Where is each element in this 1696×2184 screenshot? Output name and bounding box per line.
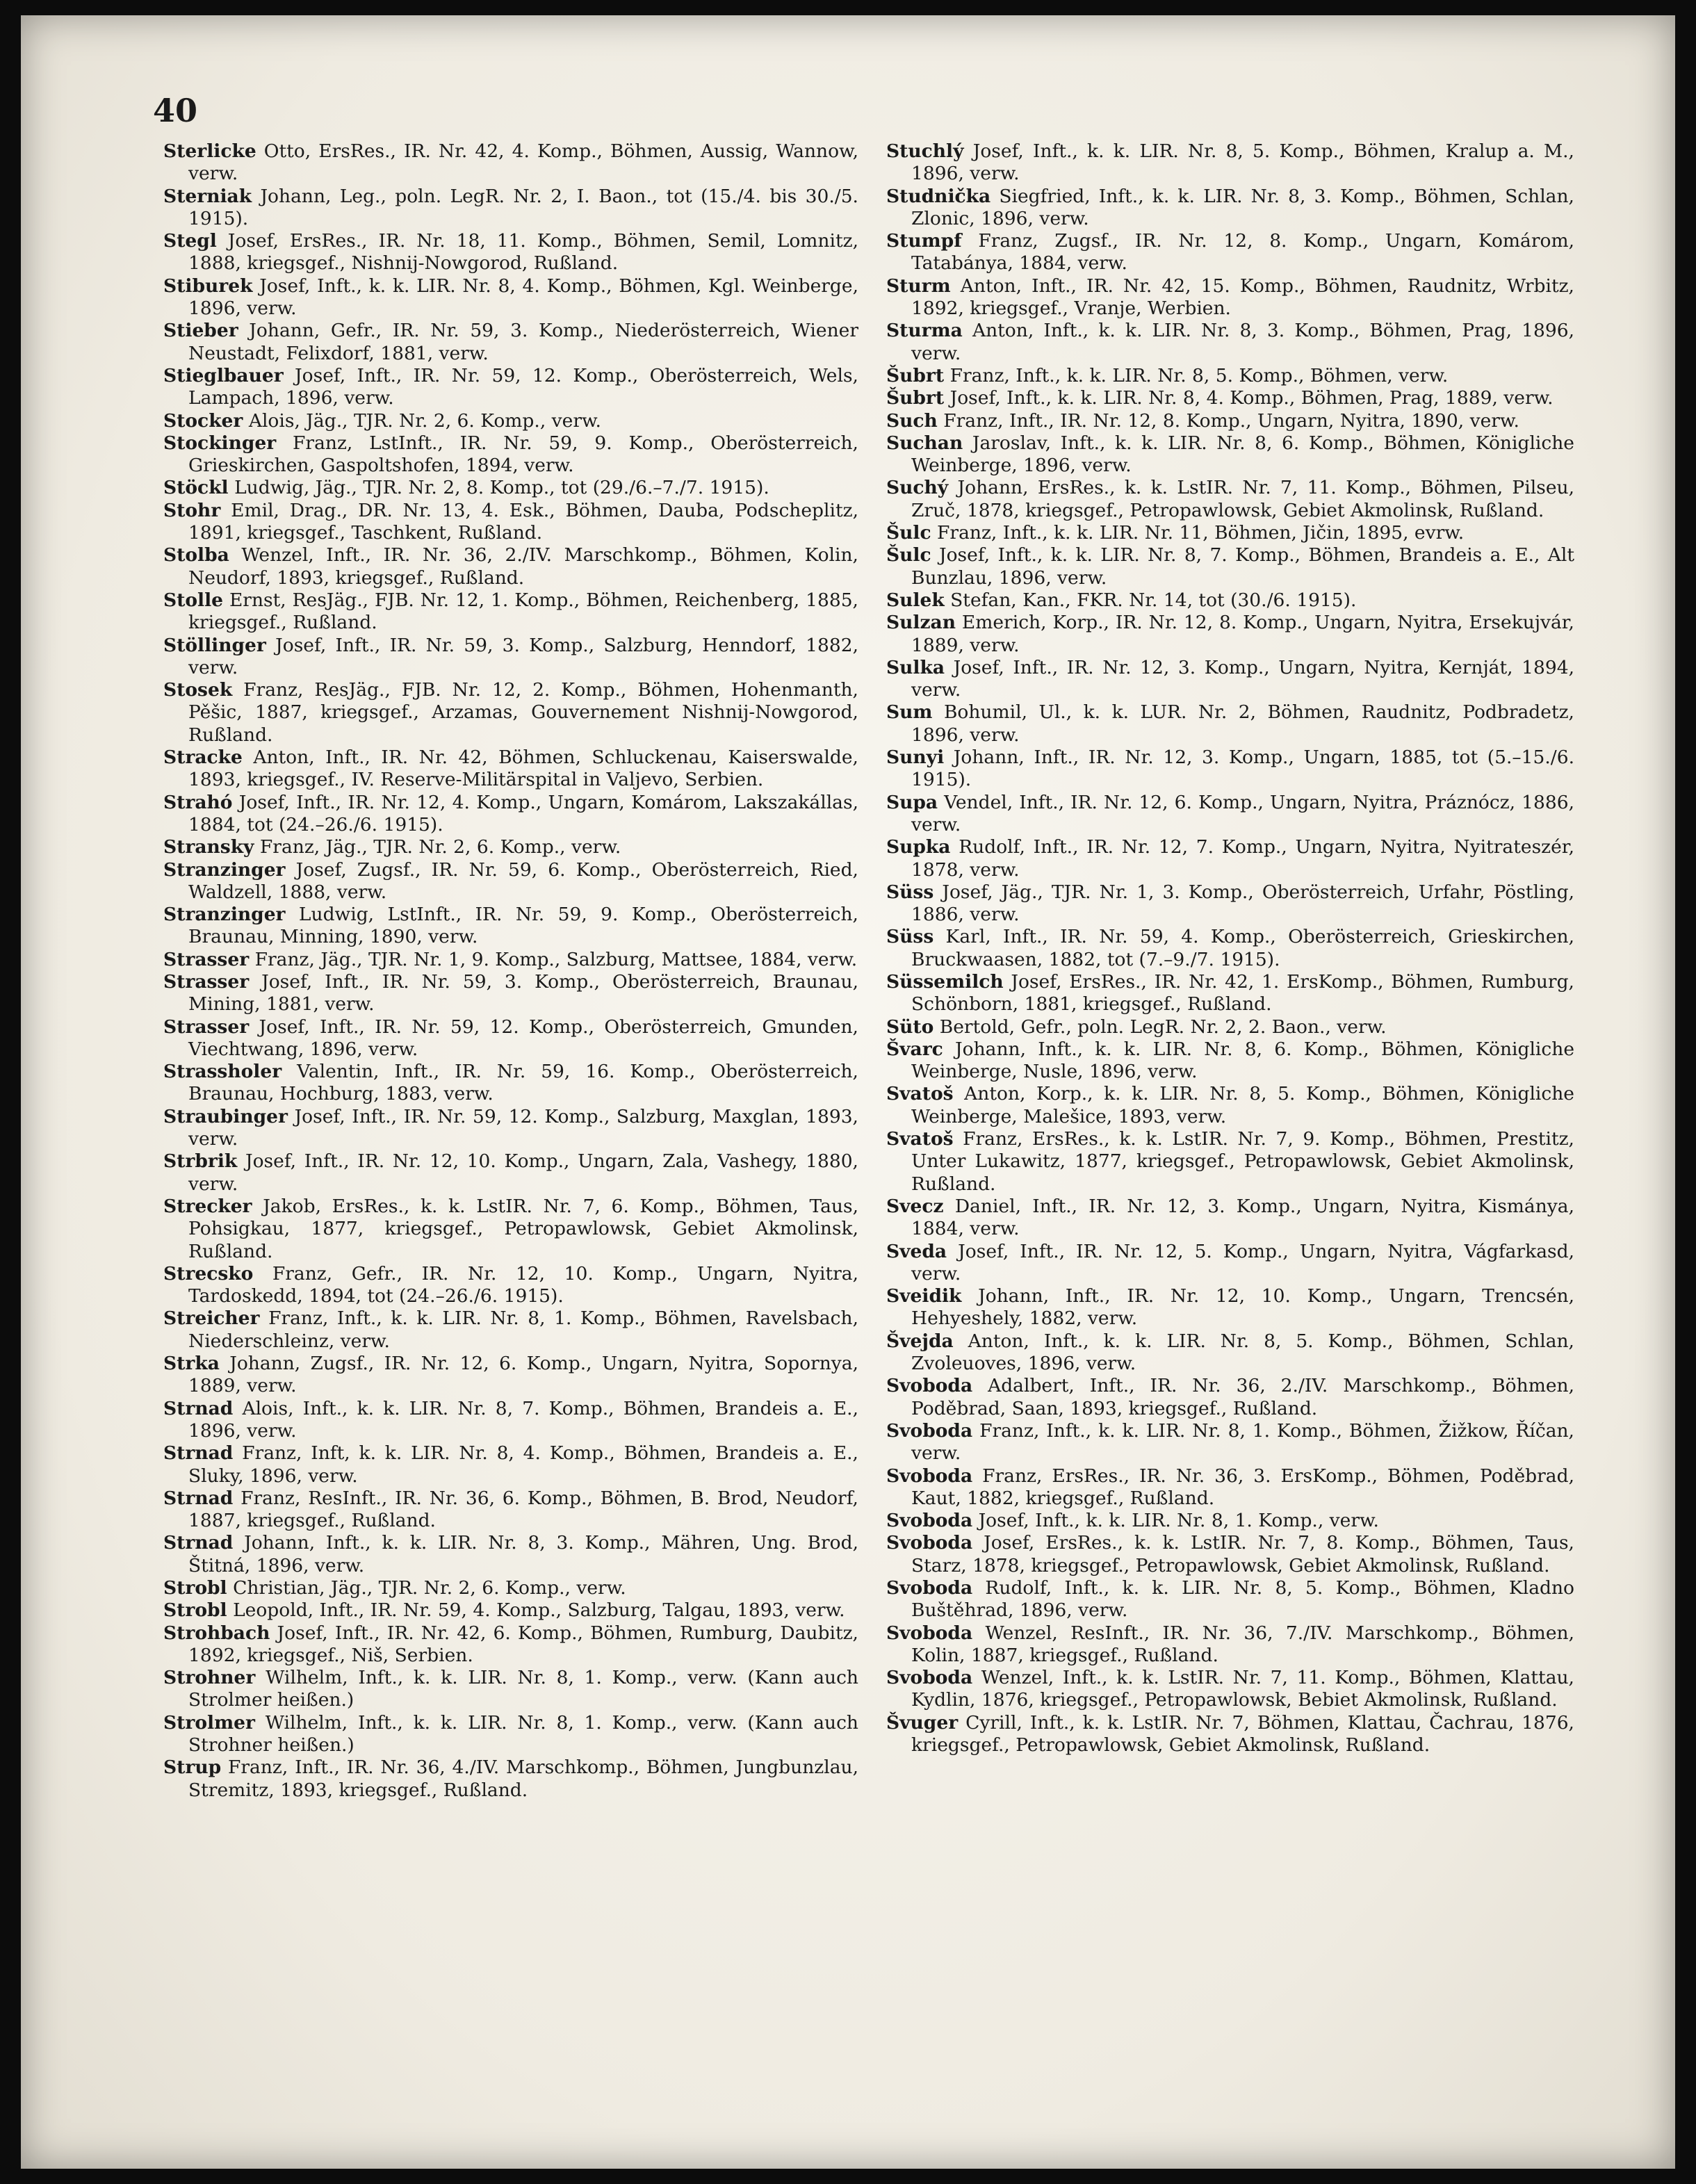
entry-surname: Svoboda <box>886 1622 973 1644</box>
casualty-entry <box>163 1622 858 1668</box>
casualty-entry <box>163 230 858 275</box>
casualty-entry <box>886 365 1574 387</box>
casualty-entry <box>886 140 1574 186</box>
entry-details: Daniel, Inft., IR. Nr. 12, 3. Komp., Ungarn, Nyitra, Kismánya, 1884, verw. <box>911 1195 1574 1240</box>
casualty-entry <box>886 186 1574 231</box>
entry-surname: Süss <box>886 926 934 948</box>
entry-surname: Stieber <box>163 320 238 342</box>
casualty-entry <box>886 1285 1574 1330</box>
casualty-entry <box>886 1375 1574 1420</box>
entry-details: Josef, ErsRes., IR. Nr. 18, 11. Komp., Böhmen, Semil, Lomnitz, 1888, kriegsgef., Nishnij-Nowgorod, Rußland. <box>188 230 858 275</box>
entry-surname: Sturma <box>886 320 963 342</box>
entry-details: Johann, Inft., k. k. LIR. Nr. 8, 6. Komp., Böhmen, Königliche Weinberge, Nusle, 1896, verw. <box>911 1038 1574 1083</box>
casualty-entry <box>886 1465 1574 1510</box>
entry-details: Wenzel, ResInft., IR. Nr. 36, 7./IV. Marschkomp., Böhmen, Kolin, 1887, kriegsgef., Rußland. <box>911 1622 1574 1666</box>
entry-surname: Stranzinger <box>163 904 286 926</box>
casualty-entry <box>163 275 858 320</box>
entry-surname: Svoboda <box>886 1577 973 1599</box>
entry-surname: Stiburek <box>163 275 253 297</box>
entry-details: Wilhelm, Inft., k. k. LIR. Nr. 8, 1. Komp., verw. (Kann auch Strohner heißen.) <box>188 1711 858 1757</box>
entry-surname: Studnička <box>886 185 991 207</box>
entry-details: Adalbert, Inft., IR. Nr. 36, 2./IV. Marschkomp., Böhmen, Poděbrad, Saan, 1893, kriegsgef., Rußland. <box>911 1375 1574 1419</box>
casualty-entry <box>163 1712 858 1757</box>
entry-surname: Svoboda <box>886 1419 973 1442</box>
casualty-entry <box>163 836 858 858</box>
casualty-entry <box>886 410 1574 432</box>
casualty-entry <box>163 1196 858 1263</box>
casualty-entry <box>163 140 858 186</box>
casualty-entry <box>163 589 858 635</box>
entry-details: Emerich, Korp., IR. Nr. 12, 8. Komp., Ungarn, Nyitra, Ersekujvár, 1889, verw. <box>911 612 1574 656</box>
entry-surname: Sturm <box>886 275 951 297</box>
entry-surname: Sulka <box>886 656 945 678</box>
casualty-entry <box>163 1398 858 1443</box>
entry-details: Wilhelm, Inft., k. k. LIR. Nr. 8, 1. Komp., verw. (Kann auch Strolmer heißen.) <box>188 1667 858 1711</box>
entry-surname: Svecz <box>886 1195 944 1217</box>
entry-details: Bertold, Gefr., poln. LegR. Nr. 2, 2. Baon., verw. <box>939 1016 1387 1038</box>
casualty-entry <box>163 949 858 971</box>
entry-details: Josef, Inft., k. k. LIR. Nr. 8, 5. Komp., Böhmen, Kralup a. M., 1896, verw. <box>911 140 1574 185</box>
entry-surname: Stöllinger <box>163 634 266 656</box>
casualty-entry <box>163 1667 858 1712</box>
casualty-entry <box>886 1241 1574 1286</box>
casualty-entry <box>163 1488 858 1533</box>
entry-surname: Supa <box>886 791 938 813</box>
entry-details: Vendel, Inft., IR. Nr. 12, 6. Komp., Ungarn, Nyitra, Práznócz, 1886, verw. <box>911 791 1574 836</box>
entry-surname: Süssemilch <box>886 970 1004 993</box>
casualty-entry <box>886 1016 1574 1038</box>
entry-surname: Strohner <box>163 1667 256 1689</box>
casualty-entry <box>886 926 1574 971</box>
casualty-entry <box>163 679 858 747</box>
entry-surname: Stosek <box>163 679 233 701</box>
casualty-entry <box>886 1196 1574 1241</box>
entry-surname: Svoboda <box>886 1510 973 1532</box>
scanned-page <box>21 15 1675 2169</box>
entry-details: Josef, ErsRes., IR. Nr. 42, 1. ErsKomp., Böhmen, Rumburg, Schönborn, 1881, kriegsgef., Rußland. <box>911 970 1574 1016</box>
casualty-entry <box>163 1532 858 1577</box>
entry-details: Jaroslav, Inft., k. k. LIR. Nr. 8, 6. Komp., Böhmen, Königliche Weinberge, 1896, verw. <box>911 432 1574 477</box>
right-column <box>886 140 1574 1757</box>
entry-surname: Such <box>886 409 938 432</box>
entry-surname: Švuger <box>886 1711 959 1734</box>
entry-details: Josef, Inft., IR. Nr. 12, 5. Komp., Ungarn, Nyitra, Vágfarkasd, verw. <box>911 1240 1574 1285</box>
entry-details: Alois, Inft., k. k. LIR. Nr. 8, 7. Komp., Böhmen, Brandeis a. E., 1896, verw. <box>188 1397 858 1442</box>
entry-details: Franz, ErsRes., k. k. LstIR. Nr. 7, 9. Komp., Böhmen, Prestitz, Unter Lukawitz, 1877, kriegsgef., Petropawlowsk, Gebiet Akmolinsk, Rußland. <box>911 1128 1574 1195</box>
entry-details: Ludwig, LstInft., IR. Nr. 59, 9. Komp., Oberösterreich, Braunau, Minning, 1890, verw. <box>188 904 858 948</box>
entry-surname: Svoboda <box>886 1465 973 1487</box>
entry-details: Anton, Korp., k. k. LIR. Nr. 8, 5. Komp., Böhmen, Königliche Weinberge, Malešice, 1893, verw. <box>911 1083 1574 1127</box>
entry-details: Wenzel, Inft., IR. Nr. 36, 2./IV. Marschkomp., Böhmen, Kolin, Neudorf, 1893, kriegsgef., Rußland. <box>188 544 858 589</box>
entry-details: Josef, Inft., k. k. LIR. Nr. 8, 1. Komp., verw. <box>978 1510 1379 1532</box>
entry-details: Ludwig, Jäg., TJR. Nr. 2, 8. Komp., tot (29./6.–7./7. 1915). <box>234 477 769 499</box>
entry-surname: Stöckl <box>163 477 229 499</box>
entry-surname: Strasser <box>163 970 250 993</box>
entry-surname: Strnad <box>163 1487 234 1509</box>
entry-details: Josef, Inft., IR. Nr. 42, 6. Komp., Böhmen, Rumburg, Daubitz, 1892, kriegsgef., Niš, Serbien. <box>188 1622 858 1666</box>
casualty-entry <box>886 612 1574 657</box>
casualty-entry <box>163 904 858 949</box>
entry-details: Josef, Inft., k. k. LIR. Nr. 8, 4. Komp., Böhmen, Kgl. Weinberge, 1896, verw. <box>188 275 858 320</box>
entry-details: Franz, Gefr., IR. Nr. 12, 10. Komp., Ungarn, Nyitra, Tardoskedd, 1894, tot (24.–26./6. 1915). <box>188 1262 858 1307</box>
entry-surname: Stolba <box>163 544 229 567</box>
entry-details: Franz, Inft., k. k. LIR. Nr. 8, 5. Komp., Böhmen, verw. <box>949 364 1449 386</box>
entry-surname: Strohbach <box>163 1622 270 1644</box>
entry-details: Josef, Jäg., TJR. Nr. 1, 3. Komp., Oberösterreich, Urfahr, Pöstling, 1886, verw. <box>911 881 1574 926</box>
entry-surname: Sulzan <box>886 612 956 634</box>
entry-details: Johann, Inft., IR. Nr. 12, 10. Komp., Ungarn, Trencsén, Hehyeshely, 1882, verw. <box>911 1285 1574 1330</box>
entry-surname: Stegl <box>163 230 217 252</box>
entry-details: Leopold, Inft., IR. Nr. 59, 4. Komp., Salzburg, Talgau, 1893, verw. <box>233 1599 845 1622</box>
casualty-entry <box>886 971 1574 1016</box>
entry-surname: Stockinger <box>163 432 277 454</box>
casualty-entry <box>163 747 858 792</box>
entry-surname: Svoboda <box>886 1375 973 1397</box>
entry-surname: Sveda <box>886 1240 947 1262</box>
casualty-entry <box>886 1330 1574 1376</box>
entry-details: Rudolf, Inft., k. k. LIR. Nr. 8, 5. Komp., Böhmen, Kladno Buštěhrad, 1896, verw. <box>911 1577 1574 1622</box>
entry-surname: Stransky <box>163 836 254 858</box>
casualty-entry <box>886 1420 1574 1465</box>
entry-surname: Šubrt <box>886 364 945 386</box>
casualty-entry <box>886 1667 1574 1712</box>
entry-surname: Sveidik <box>886 1285 962 1307</box>
entry-surname: Streicher <box>163 1307 260 1330</box>
casualty-entry <box>163 1442 858 1488</box>
casualty-entry <box>886 1577 1574 1622</box>
entry-surname: Sulek <box>886 589 945 611</box>
entry-details: Josef, Inft., IR. Nr. 12, 4. Komp., Ungarn, Komárom, Lakszakállas, 1884, tot (24.–26./6. 1915). <box>188 791 858 836</box>
entry-surname: Strka <box>163 1353 220 1375</box>
entry-surname: Svoboda <box>886 1667 973 1689</box>
casualty-entry <box>886 477 1574 522</box>
casualty-entry <box>163 1016 858 1061</box>
entry-surname: Straubinger <box>163 1105 288 1127</box>
entry-surname: Supka <box>886 836 951 858</box>
entry-details: Johann, Inft., IR. Nr. 12, 3. Komp., Ungarn, 1885, tot (5.–15./6. 1915). <box>911 747 1574 791</box>
entry-details: Franz, Inft, k. k. LIR. Nr. 8, 4. Komp., Böhmen, Brandeis a. E., Sluky, 1896, verw. <box>188 1442 858 1487</box>
entry-details: Josef, Inft., k. k. LIR. Nr. 8, 4. Komp., Böhmen, Prag, 1889, verw. <box>949 387 1554 409</box>
entry-details: Anton, Inft., k. k. LIR. Nr. 8, 3. Komp., Böhmen, Prag, 1896, verw. <box>911 320 1574 364</box>
entry-details: Anton, Inft., IR. Nr. 42, 15. Komp., Böhmen, Raudnitz, Wrbitz, 1892, kriegsgef., Vranje, Werbien. <box>911 275 1574 320</box>
entry-surname: Svoboda <box>886 1532 973 1554</box>
entry-surname: Strecsko <box>163 1262 254 1285</box>
entry-surname: Šulc <box>886 522 931 544</box>
entry-details: Jakob, ErsRes., k. k. LstIR. Nr. 7, 6. Komp., Böhmen, Taus, Pohsigkau, 1877, kriegsgef., Petropawlowsk, Gebiet Akmolinsk, Rußland. <box>188 1195 858 1262</box>
entry-details: Valentin, Inft., IR. Nr. 59, 16. Komp., Oberösterreich, Braunau, Hochburg, 1883, verw. <box>188 1061 858 1105</box>
entry-details: Josef, Inft., k. k. LIR. Nr. 8, 7. Komp., Böhmen, Brandeis a. E., Alt Bunzlau, 1896, verw. <box>911 544 1574 589</box>
entry-details: Franz, Inft., k. k. LIR. Nr. 8, 1. Komp., Böhmen, Žižkow, Říčan, verw. <box>911 1419 1574 1465</box>
casualty-entry <box>886 522 1574 544</box>
entry-details: Franz, Inft., IR. Nr. 12, 8. Komp., Ungarn, Nyitra, 1890, verw. <box>943 409 1519 432</box>
entry-surname: Suchan <box>886 432 963 454</box>
casualty-entry <box>163 792 858 837</box>
entry-details: Franz, Jäg., TJR. Nr. 2, 6. Komp., verw. <box>259 836 621 858</box>
entry-details: Karl, Inft., IR. Nr. 59, 4. Komp., Oberösterreich, Grieskirchen, Bruckwaasen, 1882, tot (7.–9./7. 1915). <box>911 926 1574 970</box>
entry-surname: Švejda <box>886 1330 954 1352</box>
entry-surname: Strolmer <box>163 1711 255 1734</box>
casualty-entry <box>163 432 858 478</box>
entry-surname: Stocker <box>163 409 243 432</box>
entry-surname: Strasser <box>163 948 250 970</box>
entry-details: Josef, Inft., IR. Nr. 59, 12. Komp., Oberösterreich, Gmunden, Viechtwang, 1896, verw. <box>188 1016 858 1060</box>
entry-surname: Sterniak <box>163 185 252 207</box>
entry-surname: Šubrt <box>886 387 945 409</box>
entry-details: Josef, Inft., IR. Nr. 59, 3. Komp., Oberösterreich, Braunau, Mining, 1881, verw. <box>188 970 858 1016</box>
entry-surname: Strobl <box>163 1599 227 1622</box>
entry-details: Franz, Zugsf., IR. Nr. 12, 8. Komp., Ungarn, Komárom, Tatabánya, 1884, verw. <box>911 230 1574 275</box>
entry-details: Emil, Drag., DR. Nr. 13, 4. Esk., Böhmen, Dauba, Podscheplitz, 1891, kriegsgef., Taschkent, Rußland. <box>188 499 858 544</box>
casualty-entry <box>163 365 858 410</box>
casualty-entry <box>886 657 1574 702</box>
entry-surname: Švarc <box>886 1038 943 1060</box>
casualty-entry <box>163 186 858 231</box>
entry-surname: Šulc <box>886 544 931 567</box>
casualty-entry <box>163 1106 858 1151</box>
entry-surname: Stumpf <box>886 230 962 252</box>
casualty-entry <box>163 320 858 365</box>
entry-details: Josef, ErsRes., k. k. LstIR. Nr. 7, 8. Komp., Böhmen, Taus, Starz, 1878, kriegsgef., Petropawlowsk, Gebiet Akmolinsk, Rußland. <box>911 1532 1574 1576</box>
entry-details: Siegfried, Inft., k. k. LIR. Nr. 8, 3. Komp., Böhmen, Schlan, Zlonic, 1896, verw. <box>911 185 1574 229</box>
entry-details: Josef, Inft., IR. Nr. 59, 12. Komp., Oberösterreich, Wels, Lampach, 1896, verw. <box>188 364 858 409</box>
page-number: 40 <box>153 92 198 129</box>
entry-details: Franz, Inft., IR. Nr. 36, 4./IV. Marschkomp., Böhmen, Jungbunzlau, Stremitz, 1893, kriegsgef., Rußland. <box>188 1757 858 1801</box>
entry-details: Franz, ErsRes., IR. Nr. 36, 3. ErsKomp., Böhmen, Poděbrad, Kaut, 1882, kriegsgef., Rußland. <box>911 1465 1574 1509</box>
entry-details: Otto, ErsRes., IR. Nr. 42, 4. Komp., Böhmen, Aussig, Wannow, verw. <box>188 140 858 185</box>
entry-surname: Suchý <box>886 477 949 499</box>
casualty-entry <box>886 544 1574 589</box>
entry-surname: Stieglbauer <box>163 364 284 386</box>
entry-surname: Svatoš <box>886 1083 954 1105</box>
entry-surname: Süss <box>886 881 934 903</box>
casualty-entry <box>163 1307 858 1353</box>
casualty-entry <box>886 1510 1574 1532</box>
entry-surname: Sum <box>886 701 933 724</box>
casualty-entry <box>886 792 1574 837</box>
entry-details: Josef, Inft., IR. Nr. 59, 12. Komp., Salzburg, Maxglan, 1893, verw. <box>188 1105 858 1150</box>
casualty-entry <box>163 1757 858 1802</box>
casualty-entry <box>886 589 1574 612</box>
entry-details: Franz, ResInft., IR. Nr. 36, 6. Komp., Böhmen, B. Brod, Neudorf, 1887, kriegsgef., Rußland. <box>188 1487 858 1532</box>
entry-surname: Stracke <box>163 747 243 769</box>
entry-surname: Stolle <box>163 589 224 611</box>
entry-details: Josef, Zugsf., IR. Nr. 59, 6. Komp., Oberösterreich, Ried, Waldzell, 1888, verw. <box>188 858 858 903</box>
casualty-entry <box>886 701 1574 747</box>
entry-details: Johann, Leg., poln. LegR. Nr. 2, I. Baon., tot (15./4. bis 30./5. 1915). <box>188 185 858 229</box>
casualty-entry <box>163 544 858 589</box>
entry-details: Anton, Inft., IR. Nr. 42, Böhmen, Schluckenau, Kaiserswalde, 1893, kriegsgef., IV. Reserve-Militärspital in Valjevo, Serbien. <box>188 747 858 791</box>
casualty-entry <box>886 275 1574 320</box>
entry-surname: Strup <box>163 1757 222 1779</box>
casualty-entry <box>163 1577 858 1599</box>
casualty-entry <box>886 320 1574 365</box>
casualty-entry <box>886 432 1574 478</box>
entry-details: Franz, Inft., k. k. LIR. Nr. 11, Böhmen, Jičin, 1895, evrw. <box>937 522 1465 544</box>
entry-details: Josef, Inft., IR. Nr. 12, 10. Komp., Ungarn, Zala, Vashegy, 1880, verw. <box>188 1150 858 1195</box>
entry-surname: Strassholer <box>163 1061 282 1083</box>
casualty-entry <box>163 1263 858 1308</box>
casualty-entry <box>163 1353 858 1398</box>
casualty-entry <box>163 1150 858 1196</box>
entry-details: Josef, Inft., IR. Nr. 12, 3. Komp., Ungarn, Nyitra, Kernját, 1894, verw. <box>911 656 1574 701</box>
entry-details: Ernst, ResJäg., FJB. Nr. 12, 1. Komp., Böhmen, Reichenberg, 1885, kriegsgef., Rußland. <box>188 589 858 634</box>
entry-details: Johann, Zugsf., IR. Nr. 12, 6. Komp., Ungarn, Nyitra, Sopornya, 1889, verw. <box>188 1353 858 1397</box>
casualty-entry <box>886 1128 1574 1196</box>
casualty-entry <box>163 971 858 1016</box>
casualty-entry <box>886 1532 1574 1577</box>
entry-surname: Strahó <box>163 791 233 813</box>
entry-surname: Strasser <box>163 1016 250 1038</box>
entry-surname: Strnad <box>163 1532 234 1554</box>
casualty-entry <box>163 1061 858 1106</box>
entry-details: Johann, Gefr., IR. Nr. 59, 3. Komp., Niederösterreich, Wiener Neustadt, Felixdorf, 1881, verw. <box>188 320 858 364</box>
entry-surname: Svatoš <box>886 1128 954 1150</box>
entry-surname: Strecker <box>163 1195 252 1217</box>
entry-details: Johann, ErsRes., k. k. LstIR. Nr. 7, 11. Komp., Böhmen, Pilseu, Zruč, 1878, kriegsgef., Petropawlowsk, Gebiet Akmolinsk, Rußland. <box>911 477 1574 521</box>
entry-surname: Stuchlý <box>886 140 964 162</box>
entry-details: Franz, LstInft., IR. Nr. 59, 9. Komp., Oberösterreich, Grieskirchen, Gaspoltshofen, 1894, verw. <box>188 432 858 477</box>
casualty-entry <box>163 500 858 545</box>
casualty-entry <box>886 836 1574 881</box>
casualty-entry <box>163 477 858 499</box>
casualty-entry <box>886 230 1574 275</box>
entry-details: Bohumil, Ul., k. k. LUR. Nr. 2, Böhmen, Raudnitz, Podbradetz, 1896, verw. <box>911 701 1574 746</box>
casualty-entry <box>163 1599 858 1622</box>
casualty-entry <box>886 387 1574 409</box>
entry-details: Johann, Inft., k. k. LIR. Nr. 8, 3. Komp., Mähren, Ung. Brod, Štitná, 1896, verw. <box>188 1532 858 1576</box>
entry-details: Franz, Inft., k. k. LIR. Nr. 8, 1. Komp., Böhmen, Ravelsbach, Niederschleinz, verw. <box>188 1307 858 1352</box>
entry-details: Franz, ResJäg., FJB. Nr. 12, 2. Komp., Böhmen, Hohenmanth, Pěšic, 1887, kriegsgef., Arzamas, Gouvernement Nishnij-Nowgorod, Rußland. <box>188 679 858 746</box>
entry-surname: Strbrik <box>163 1150 238 1173</box>
entry-surname: Stohr <box>163 499 221 521</box>
casualty-entry <box>886 1622 1574 1668</box>
entry-details: Anton, Inft., k. k. LIR. Nr. 8, 5. Komp., Böhmen, Schlan, Zvoleuoves, 1896, verw. <box>911 1330 1574 1375</box>
casualty-entry <box>163 635 858 680</box>
casualty-entry <box>163 410 858 432</box>
entry-surname: Strnad <box>163 1397 234 1419</box>
entry-details: Stefan, Kan., FKR. Nr. 14, tot (30./6. 1915). <box>950 589 1357 611</box>
entry-details: Christian, Jäg., TJR. Nr. 2, 6. Komp., verw. <box>233 1577 626 1599</box>
entry-surname: Stranzinger <box>163 858 286 881</box>
casualty-entry <box>886 1038 1574 1084</box>
casualty-entry <box>886 1712 1574 1757</box>
entry-surname: Süto <box>886 1016 934 1038</box>
casualty-entry <box>886 881 1574 927</box>
entry-surname: Sunyi <box>886 747 945 769</box>
left-column <box>163 140 858 1802</box>
entry-details: Franz, Jäg., TJR. Nr. 1, 9. Komp., Salzburg, Mattsee, 1884, verw. <box>254 948 858 970</box>
entry-details: Rudolf, Inft., IR. Nr. 12, 7. Komp., Ungarn, Nyitra, Nyitrateszér, 1878, verw. <box>911 836 1574 881</box>
entry-surname: Sterlicke <box>163 140 256 162</box>
entry-surname: Strobl <box>163 1577 227 1599</box>
casualty-entry <box>886 1083 1574 1128</box>
entry-surname: Strnad <box>163 1442 234 1465</box>
casualty-entry <box>886 747 1574 792</box>
entry-details: Wenzel, Inft., k. k. LstIR. Nr. 7, 11. Komp., Böhmen, Klattau, Kydlin, 1876, kriegsgef., Petropawlowsk, Bebiet Akmolinsk, Rußland. <box>911 1667 1574 1711</box>
entry-details: Josef, Inft., IR. Nr. 59, 3. Komp., Salzburg, Henndorf, 1882, verw. <box>188 634 858 678</box>
entry-details: Alois, Jäg., TJR. Nr. 2, 6. Komp., verw. <box>248 409 601 432</box>
entry-details: Cyrill, Inft., k. k. LstIR. Nr. 7, Böhmen, Klattau, Čachrau, 1876, kriegsgef., Petropawlowsk, Gebiet Akmolinsk, Rußland. <box>911 1711 1574 1757</box>
casualty-entry <box>163 859 858 904</box>
